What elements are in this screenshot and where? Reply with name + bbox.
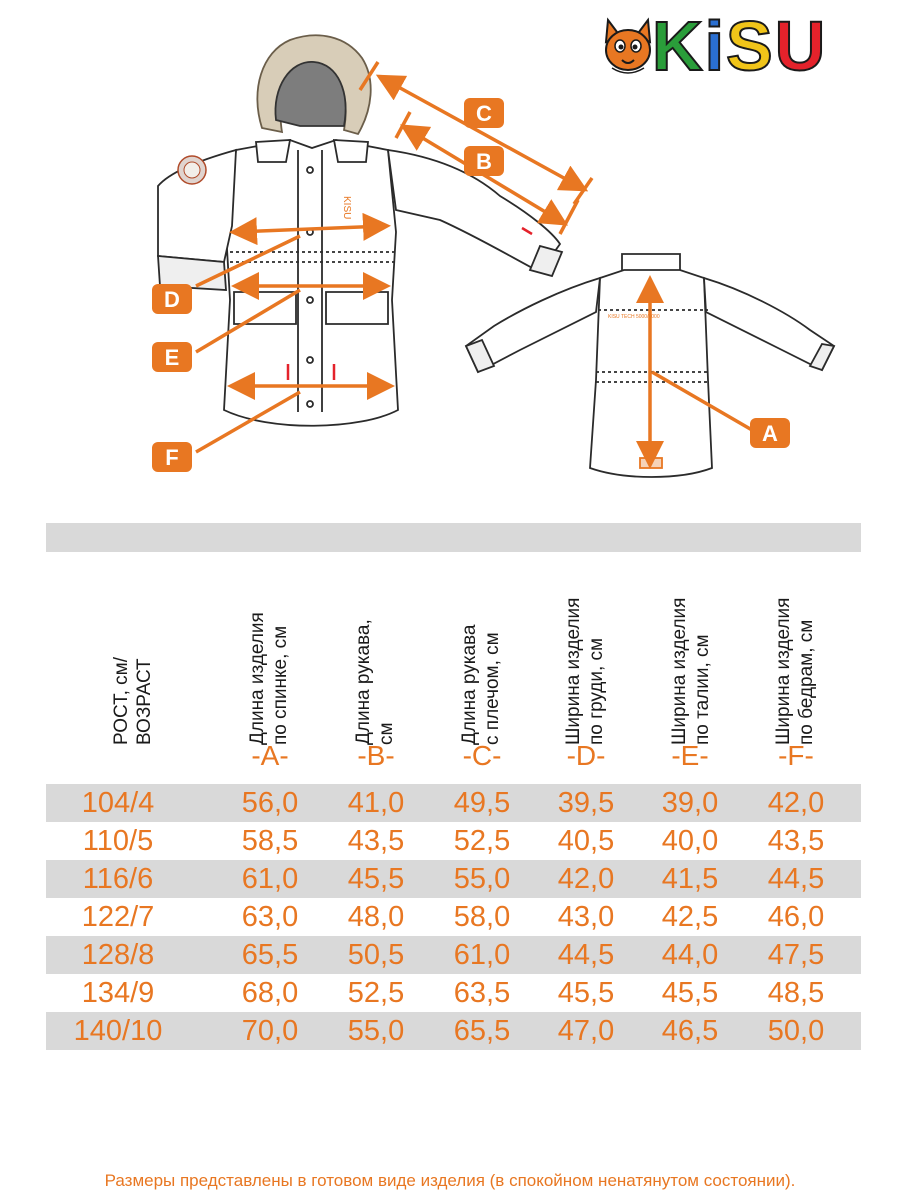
size-cell: 122/7: [81, 901, 155, 933]
value-cell: 52,5: [347, 977, 405, 1009]
jacket-diagram: [0, 0, 900, 520]
logo-letter: S: [726, 7, 775, 85]
letter-f: -F-: [778, 740, 814, 771]
front-body: [224, 140, 398, 426]
logo-letter: U: [774, 7, 828, 85]
value-cell: 43,0: [557, 901, 615, 933]
header-line: по груди, см: [586, 637, 607, 745]
value-cell: 47,0: [557, 1015, 615, 1047]
logo-letter: K: [652, 7, 705, 85]
size-cell: 104/4: [81, 787, 155, 819]
badge-d-text: D: [164, 287, 180, 312]
value-cell: 55,0: [347, 1015, 405, 1047]
column-header-e: [668, 560, 788, 745]
badge-f-text: F: [165, 445, 179, 470]
value-cell: 44,5: [557, 939, 615, 971]
badge-b: [464, 146, 504, 176]
chest-brand-tag: KISU: [341, 196, 352, 220]
table-row: [46, 974, 861, 1012]
value-cell: 63,5: [453, 977, 511, 1009]
header-line: ВОЗРАСТ: [134, 658, 155, 745]
badge-e: [152, 342, 192, 372]
value-cell: 48,5: [767, 977, 825, 1009]
badge-c: [464, 98, 504, 128]
size-cell: 116/6: [82, 863, 154, 895]
footnote: Размеры представлены в готовом виде изделия (в спокойном ненатянутом состоянии).: [104, 1171, 796, 1190]
value-cell: 45,5: [661, 977, 719, 1009]
value-cell: 43,5: [767, 825, 825, 857]
value-cell: 68,0: [241, 977, 299, 1009]
badge-e-text: E: [164, 345, 180, 370]
value-cell: 40,0: [661, 825, 719, 857]
value-cell: 63,0: [241, 901, 299, 933]
sleeve-badge: [178, 156, 206, 184]
value-cell: 44,5: [767, 863, 825, 895]
badge-c-text: C: [476, 101, 492, 126]
value-cell: 58,5: [241, 825, 299, 857]
badge-b-text: B: [476, 149, 492, 174]
table-row: [46, 898, 861, 936]
value-cell: 52,5: [453, 825, 511, 857]
value-cell: 41,5: [661, 863, 719, 895]
value-cell: 43,5: [347, 825, 405, 857]
value-cell: 49,5: [453, 787, 511, 819]
value-cell: 61,0: [241, 863, 299, 895]
table-header-bar: [46, 523, 861, 552]
column-header-b: [352, 560, 472, 745]
header-line: Длина изделия: [247, 612, 268, 745]
table-row: [46, 784, 861, 822]
letter-e: -E-: [671, 740, 709, 771]
value-cell: 45,5: [557, 977, 615, 1009]
value-cell: 46,5: [661, 1015, 719, 1047]
value-cell: 42,0: [767, 787, 825, 819]
value-cell: 40,5: [557, 825, 615, 857]
value-cell: 61,0: [453, 939, 511, 971]
header-line: см: [376, 722, 397, 745]
value-cell: 55,0: [453, 863, 511, 895]
header-line: с плечом, см: [482, 632, 503, 745]
value-cell: 70,0: [241, 1015, 299, 1047]
badge-a-text: A: [762, 421, 778, 446]
header-line: Ширина изделия: [669, 597, 690, 745]
value-cell: 48,0: [347, 901, 405, 933]
column-header-d: [562, 560, 682, 745]
value-cell: 65,5: [453, 1015, 511, 1047]
value-cell: 47,5: [767, 939, 825, 971]
size-table: [46, 784, 861, 1050]
value-cell: 50,0: [767, 1015, 825, 1047]
letter-c: -C-: [462, 740, 502, 771]
letter-d: -D-: [566, 740, 606, 771]
value-cell: 58,0: [453, 901, 511, 933]
header-line: Ширина изделия: [773, 597, 794, 745]
size-cell: 110/5: [82, 825, 154, 857]
value-cell: 42,5: [661, 901, 719, 933]
letter-a: -A-: [251, 740, 289, 771]
value-cell: 46,0: [767, 901, 825, 933]
back-brand-tag: KISU TECH 5000/5000: [608, 314, 660, 320]
table-row: [46, 1012, 861, 1050]
value-cell: 39,0: [661, 787, 719, 819]
value-cell: 50,5: [347, 939, 405, 971]
value-cell: 44,0: [661, 939, 719, 971]
size-cell: 140/10: [73, 1015, 163, 1047]
header-line: по талии, см: [692, 634, 713, 745]
header-line: по бедрам, см: [796, 619, 817, 745]
header-line: Ширина изделия: [563, 597, 584, 745]
column-header-a: [246, 560, 366, 745]
table-row: [46, 936, 861, 974]
column-header-c: [458, 560, 578, 745]
table-row: [46, 822, 861, 860]
header-line: РОСТ, см/: [111, 656, 132, 745]
value-cell: 65,5: [241, 939, 299, 971]
badge-d: [152, 284, 192, 314]
header-line: Длина рукава: [459, 624, 480, 745]
table-row: [46, 860, 861, 898]
column-header-f: [772, 560, 892, 745]
size-cell: 134/9: [81, 977, 155, 1009]
logo-letter: i: [704, 7, 727, 85]
badge-f: [152, 442, 192, 472]
letter-b: -B-: [357, 740, 395, 771]
measurement-letters-row: [0, 740, 900, 780]
value-cell: 41,0: [347, 787, 405, 819]
front-jacket-drawing: [158, 35, 562, 425]
value-cell: 39,5: [557, 787, 615, 819]
header-line: Длина рукава,: [353, 619, 374, 745]
size-cell: 128/8: [81, 939, 155, 971]
column-header-size: [110, 560, 230, 745]
header-line: по спинке, см: [270, 625, 291, 745]
value-cell: 42,0: [557, 863, 615, 895]
badge-a: [750, 418, 790, 448]
value-cell: 56,0: [241, 787, 299, 819]
value-cell: 45,5: [347, 863, 405, 895]
